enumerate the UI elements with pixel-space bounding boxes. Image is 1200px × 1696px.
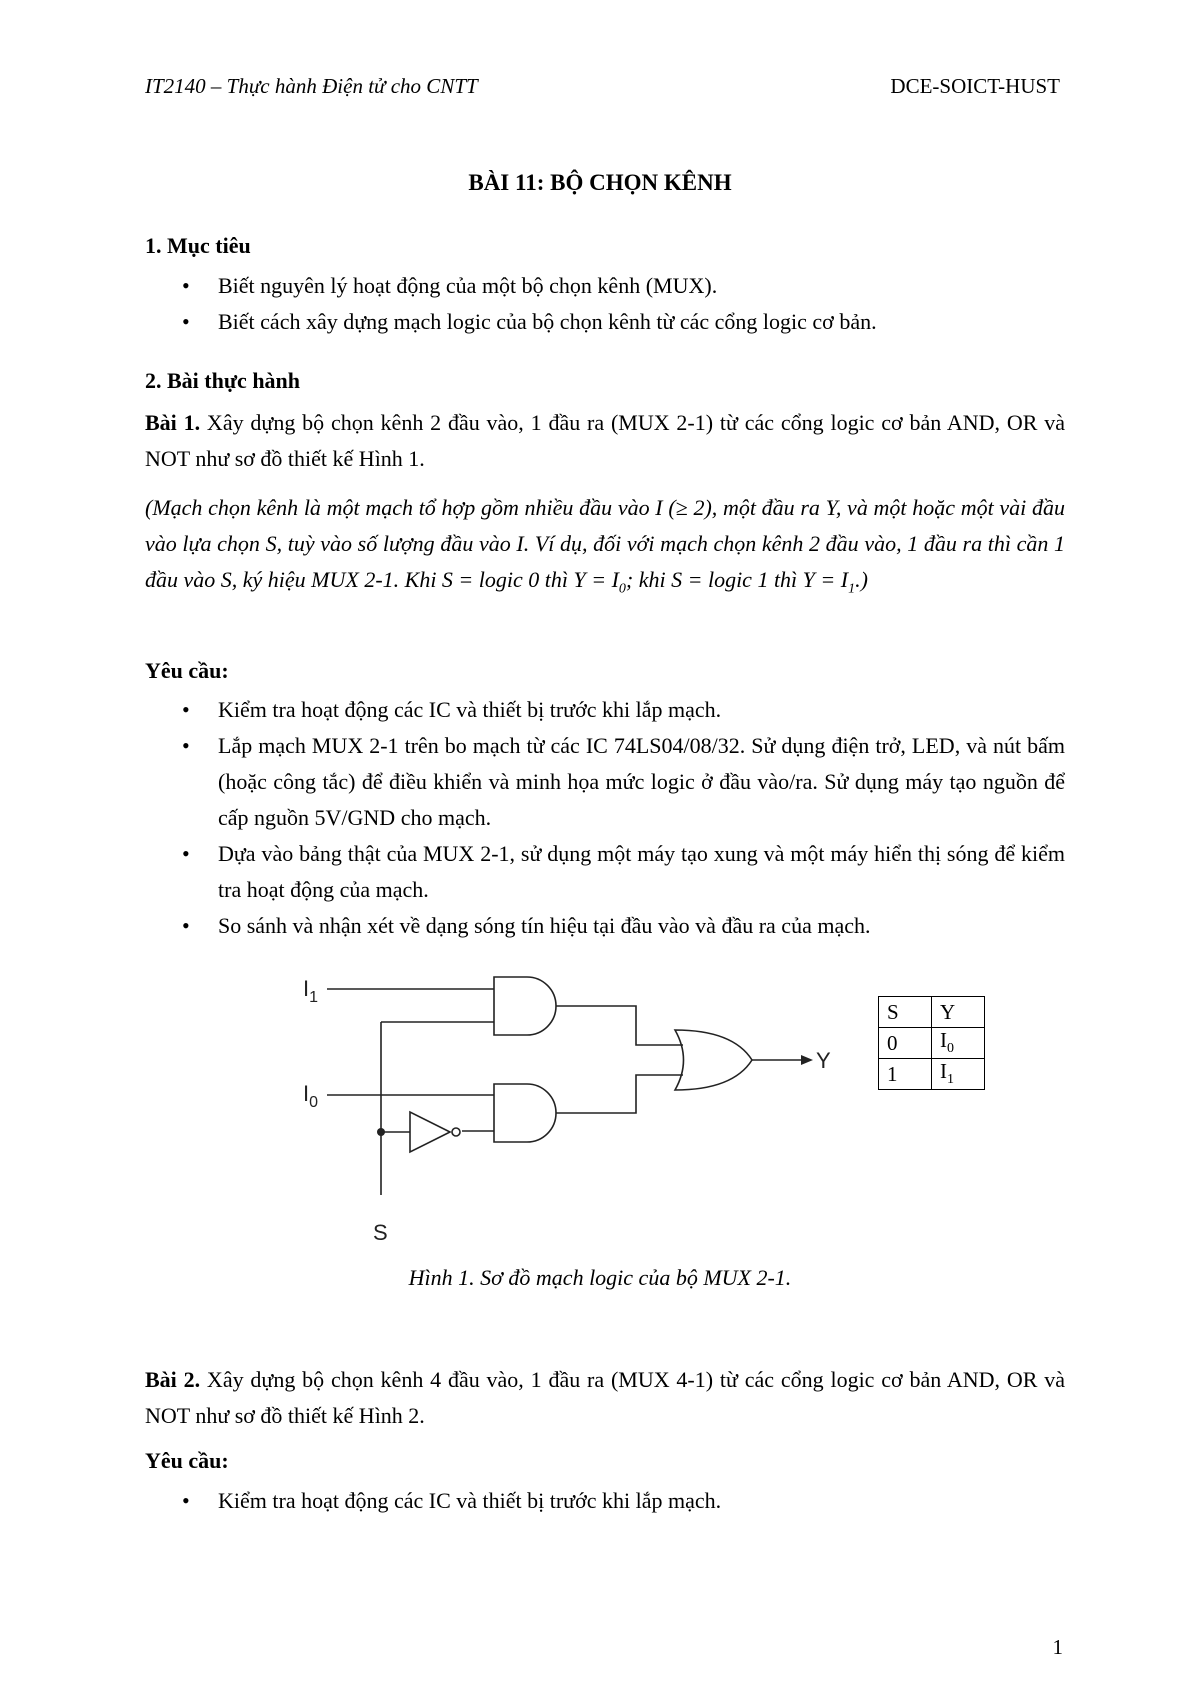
- label-y: Y: [816, 1048, 831, 1073]
- table-cell: 0: [879, 1028, 932, 1059]
- list-item: • Biết cách xây dựng mạch logic của bộ chọn kênh từ các cổng logic cơ bản.: [145, 304, 1065, 340]
- list-item: • So sánh và nhận xét về dạng sóng tín hiệu tại đầu vào và đầu ra của mạch.: [145, 908, 1065, 944]
- bullet-icon: •: [182, 913, 190, 938]
- list-item: • Biết nguyên lý hoạt động của một bộ chọn kênh (MUX).: [145, 268, 1065, 304]
- truth-table: [878, 996, 985, 1090]
- table-header: S: [879, 997, 932, 1028]
- bullet-icon: •: [182, 697, 190, 722]
- section2-heading: 2. Bài thực hành: [145, 368, 301, 393]
- figure-caption: Hình 1. Sơ đồ mạch logic của bộ MUX 2-1.: [408, 1265, 792, 1290]
- list-item: • Dựa vào bảng thật của MUX 2-1, sử dụng một máy tạo xung và một máy hiển thị sóng để kiểm tra hoạt động của mạch.: [145, 836, 1065, 908]
- list-item: • Kiểm tra hoạt động các IC và thiết bị trước khi lắp mạch.: [145, 1483, 1065, 1519]
- ex2-requirements: [145, 1483, 1065, 1519]
- and-gate-1: [494, 977, 556, 1035]
- list-item: • Kiểm tra hoạt động các IC và thiết bị trước khi lắp mạch.: [145, 692, 1065, 728]
- table-header: Y: [932, 997, 985, 1028]
- output-arrow-icon: [801, 1055, 813, 1065]
- ex1-note: (Mạch chọn kênh là một mạch tổ hợp gồm nhiều đầu vào I (≥ 2), một đầu ra Y, và một hoặc một vài đầu vào lựa chọn S, tuỳ vào số lượng đầu vào I. Ví dụ, đối với mạch chọn kênh 2 đầu vào, 1 đầu ra thì cần 1 đầu vào S, ký hiệu MUX 2-1. Khi S = logic 0 thì $Y = I_0$; khi S = logic 1 thì $Y = I_1$.): [145, 495, 1065, 597]
- table-header-row: [879, 997, 985, 1028]
- ex1-label: Bài 1.: [145, 410, 201, 435]
- not-gate: [410, 1112, 450, 1152]
- ex1-requirements-heading: Yêu cầu:: [145, 658, 229, 683]
- wire-and1-to-or: [556, 1006, 683, 1045]
- ex2-paragraph: [145, 1362, 1065, 1434]
- bullet-icon: •: [182, 273, 190, 298]
- label-i0: $I_0$: [303, 1081, 319, 1111]
- bullet-icon: •: [182, 841, 190, 866]
- ex1-text: Xây dựng bộ chọn kênh 2 đầu vào, 1 đầu ra (MUX 2-1) từ các cổng logic cơ bản AND, OR và NOT như sơ đồ thiết kế Hình 1.: [145, 410, 1065, 471]
- bullet-icon: •: [182, 309, 190, 334]
- ex2-label: Bài 2.: [145, 1367, 201, 1392]
- section1-heading: 1. Mục tiêu: [145, 233, 251, 258]
- junction-dot: [377, 1128, 385, 1136]
- bullet-icon: •: [182, 1488, 190, 1513]
- page-title: BÀI 11: BỘ CHỌN KÊNH: [468, 170, 732, 195]
- page-number: 1: [1052, 1635, 1063, 1659]
- table-row: [879, 1059, 985, 1090]
- table-cell: $I_0$: [932, 1028, 985, 1059]
- header-org: DCE-SOICT-HUST: [890, 74, 1060, 98]
- table-cell: $I_1$: [932, 1059, 985, 1090]
- or-gate: [675, 1030, 752, 1090]
- and-gate-2: [494, 1084, 556, 1142]
- ex2-requirements-heading: Yêu cầu:: [145, 1448, 229, 1473]
- table-cell: 1: [879, 1059, 932, 1090]
- bullet-icon: •: [182, 733, 190, 758]
- header-course-title: IT2140 – Thực hành Điện tử cho CNTT: [145, 74, 478, 98]
- wire-and2-to-or: [556, 1075, 683, 1113]
- list-item: • Lắp mạch MUX 2-1 trên bo mạch từ các IC 74LS04/08/32. Sử dụng điện trở, LED, và nút bấm (hoặc công tắc) để điều khiển và minh họa mức logic ở đầu vào/ra. Sử dụng máy tạo nguồn để cấp nguồn 5V/GND cho mạch.: [145, 728, 1065, 836]
- not-gate-bubble: [452, 1128, 460, 1136]
- label-i1: $I_1$: [303, 976, 319, 1006]
- table-row: [879, 1028, 985, 1059]
- label-s: S: [373, 1220, 388, 1245]
- ex2-text: Xây dựng bộ chọn kênh 4 đầu vào, 1 đầu ra (MUX 4-1) từ các cổng logic cơ bản AND, OR và NOT như sơ đồ thiết kế Hình 2.: [145, 1367, 1065, 1428]
